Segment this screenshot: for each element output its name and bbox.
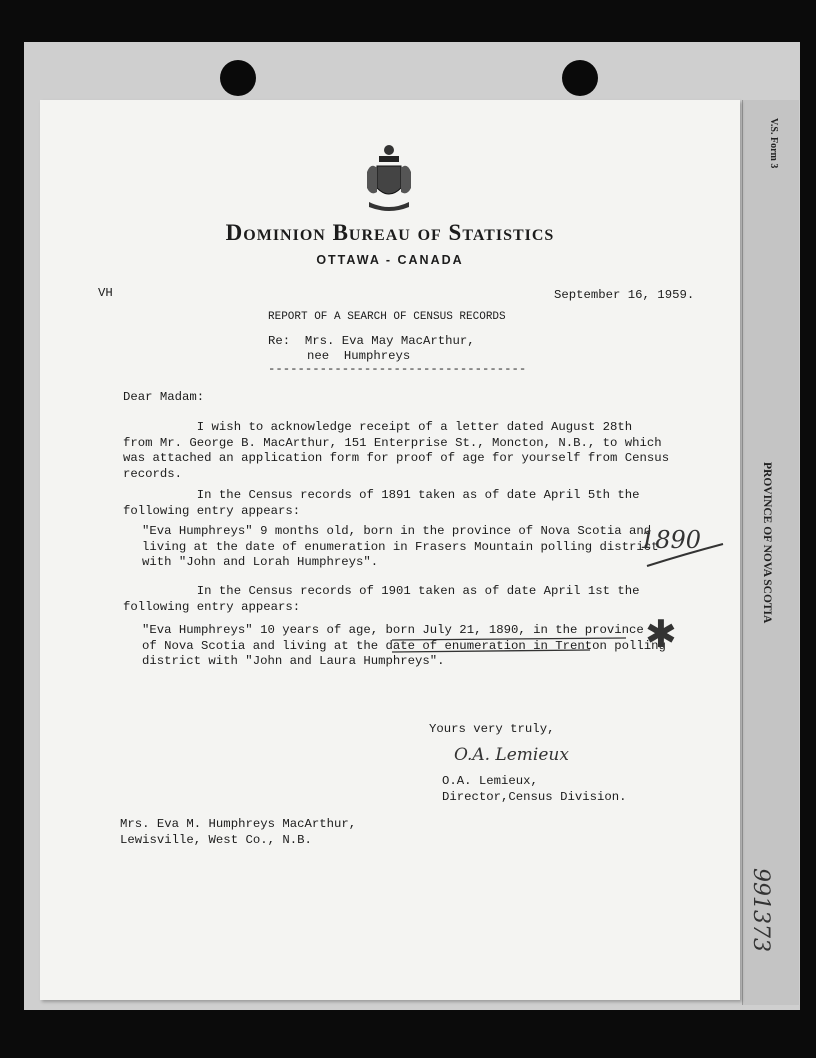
- report-subject: REPORT OF A SEARCH OF CENSUS RECORDS: [268, 311, 506, 323]
- text-line: of Nova Scotia and living at the date of enumeration in Trenton polling: [142, 638, 666, 653]
- recipient-line-2: Lewisville, West Co., N.B.: [120, 833, 312, 847]
- paragraph-acknowledgement: [123, 420, 669, 482]
- text-line: living at the date of enumeration in Frasers Mountain polling district: [142, 539, 659, 554]
- text-line: following entry appears:: [123, 599, 301, 614]
- closing: Yours very truly,: [429, 722, 555, 736]
- re-line-1: Re: Mrs. Eva May MacArthur,: [268, 334, 475, 348]
- text-line: was attached an application form for proof of age for yourself from Census: [123, 451, 670, 466]
- recipient-line-1: Mrs. Eva M. Humphreys MacArthur,: [120, 817, 357, 831]
- letter-page: [40, 100, 740, 1000]
- paragraph-1901-intro: [123, 584, 640, 615]
- reference-code: VH: [98, 286, 113, 300]
- coat-of-arms-icon: [363, 142, 415, 214]
- re-line-2: nee Humphreys: [307, 349, 411, 363]
- text-line: from Mr. George B. MacArthur, 151 Enterprise St., Moncton, N.B., to which: [123, 435, 662, 450]
- text-line: following entry appears:: [123, 503, 301, 518]
- side-form-strip: [742, 100, 799, 1005]
- text-line: In the Census records of 1891 taken as of date April 5th the: [123, 488, 640, 502]
- letter-date: September 16, 1959.: [554, 288, 695, 302]
- signer-name: O.A. Lemieux,: [442, 774, 538, 788]
- entry-1891: [142, 524, 659, 571]
- re-rule: -----------------------------------: [268, 362, 527, 376]
- text-line: with "John and Lorah Humphreys".: [142, 555, 379, 570]
- signer-title: Director,Census Division.: [442, 790, 627, 804]
- record-number: 991373: [748, 868, 773, 952]
- organization-location: OTTAWA - CANADA: [316, 253, 464, 267]
- punch-hole: [220, 60, 256, 96]
- salutation: Dear Madam:: [123, 390, 205, 404]
- text-line: district with "John and Laura Humphreys".: [142, 654, 445, 669]
- text-line: I wish to acknowledge receipt of a letter dated August 28th: [123, 420, 633, 434]
- handwritten-asterisk: ✱: [645, 612, 677, 656]
- organization-name: Dominion Bureau of Statistics: [225, 220, 555, 245]
- handwritten-stroke: [645, 540, 725, 570]
- punch-hole: [562, 60, 598, 96]
- handwritten-year: 1890: [640, 526, 702, 554]
- province-label: PROVINCE OF NOVA SCOTIA: [761, 462, 773, 624]
- text-line: records.: [123, 466, 183, 481]
- text-line: "Eva Humphreys" 9 months old, born in the province of Nova Scotia and: [142, 524, 652, 538]
- paragraph-1891-intro: [123, 488, 640, 519]
- signature: O.A. Lemieux: [454, 745, 569, 765]
- text-line: In the Census records of 1901 taken as of date April 1st the: [123, 584, 640, 598]
- handwritten-underline: [390, 630, 630, 660]
- text-line: "Eva Humphreys" 10 years of age, born July 21, 1890, in the province: [142, 623, 644, 637]
- form-label: V.S. Form 3: [768, 118, 779, 169]
